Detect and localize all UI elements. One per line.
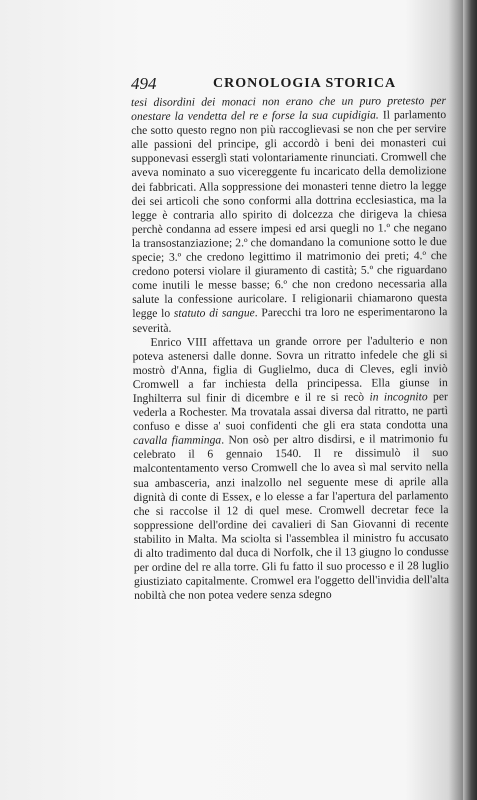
text-segment: Il parlamento che sotto questo regno non più raccoglievasi se non che per servire alle passioni del principe, gli accordò i beni dei monasteri cui supponevasi esserglì stati volontariamente rinunciati. Cromwell che aveva nominato a suo vicereggente fu incaricato della demolizione dei fabbricati. Alla soppressione dei monasteri tenne dietro la legge dei sei articoli che sono conformi alla dottrina ecclesiastica, ma la legge è contraria allo spirito di dolcezza che dirigeva la chiesa perchè condanna ad essere impesi ed arsi quegli no 1.º che negano la transostanziazione; 2.º che domandano la comunione sotto le due specie; 3.º che credono legittimo il matrimonio dei preti; 4.º che credono potersi violare il giuramento di castità; 5.º che riguardano come inutili le messe basse; 6.º che non credono necessaria alla salute la confessione auricolare. I religionarii chiamarono questa legge lo [131, 108, 448, 321]
paragraph-2 [132, 334, 449, 604]
paragraph-1 [131, 94, 447, 336]
text-segment: . Parecchi tra loro ne esperimentarono la severità. [132, 305, 448, 335]
page-header [131, 74, 446, 94]
book-edge-shadow [463, 0, 477, 800]
running-title: CRONOLOGIA STORICA [213, 76, 397, 91]
text-segment: cavalla fiamminga [133, 433, 222, 448]
text-segment: in incognito [369, 390, 428, 404]
text-segment: per vederla a Rochester. Ma trovatala assai diversa dal ritratto, ne partì confuso e disse a' suoi confidenti che gli era stata condotta una [132, 390, 449, 434]
body-text [131, 94, 449, 603]
text-segment: . Non osò per altro disdirsi, e il matrimonio fu celebrato il 6 gennaio 1540. Il re dissimulò il suo malcontentamento verso Cromwell che lo avea sì mal servito nella sua ambasceria, anzi inalzollo nel seguente mese di aprile alla dignità di conte di Essex, e lo elesse a far l'apertura del parlamento che si raccolse il 12 di quel mese. Cromwell decretar fece la soppressione dell'ordine dei cavalieri di San Giovanni di recente stabilito in Malta. Ma sciolta si l'assemblea il ministro fu accusato di alto tradimento dal duca di Norfolk, che il 13 giugno lo condusse per ordine del re alla torre. Gli fu fatto il suo processo e il 28 luglio giustiziato capitalmente. Cromwel era l'oggetto dell'invidia dell'alta nobiltà che non potea vedere senza sdegno [133, 432, 450, 603]
text-segment: tesi disordini dei monaci non erano che un puro pretesto per onestare la vendetta del re e forse la sua cupidigia. [131, 94, 447, 124]
text-segment: Enrico VIII affettava un grande orrore per l'adulterio e non poteva astenersi dalle donne. Sovra un ritratto infedele che gli si mostrò d'Anna, figlia di Guglielmo, duca di Cleves, egli inviò Cromwell a far inchiesta della principessa. Ella giunse in Inghilterra sul finir di dicembre e il re si recò [132, 333, 448, 405]
text-segment: statuto di sangue [173, 306, 255, 321]
page-number: 494 [131, 74, 157, 93]
